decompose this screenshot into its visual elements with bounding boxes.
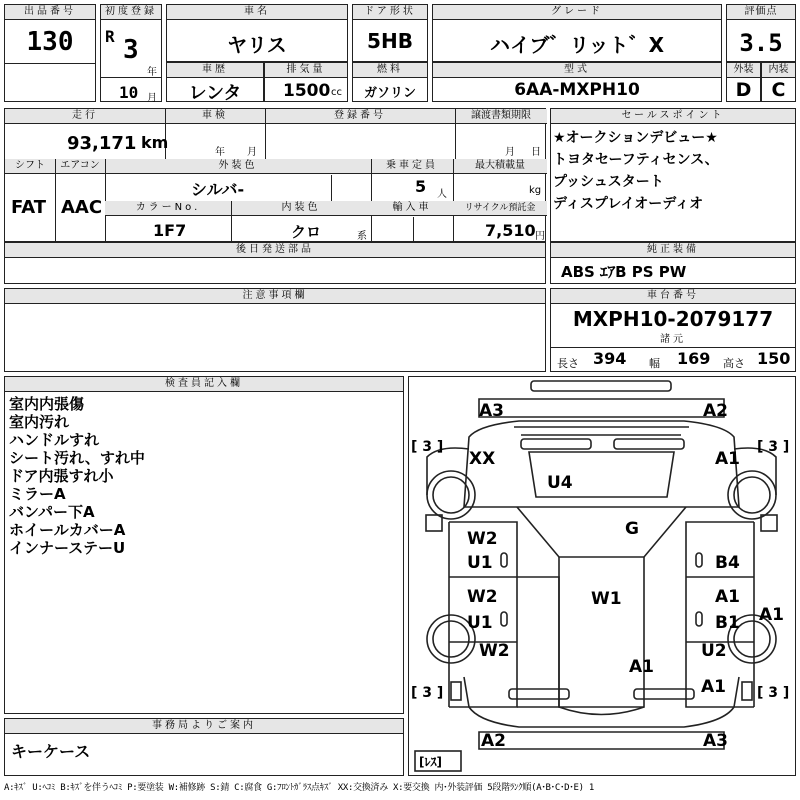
height-label: 高さ bbox=[723, 357, 745, 370]
mark-front-left: A3 bbox=[479, 401, 504, 421]
door-box bbox=[352, 4, 428, 62]
max-load-unit: kg bbox=[529, 185, 542, 196]
sales-points-header: セールスポイント bbox=[551, 109, 795, 124]
interior-grade: C bbox=[771, 79, 786, 101]
genuine-equipment-box bbox=[550, 242, 796, 284]
inspector-note: シート汚れ、すれ中 bbox=[9, 449, 145, 467]
mark-hood-right: A1 bbox=[715, 449, 740, 469]
genuine-equipment-header: 純正装備 bbox=[551, 243, 795, 258]
sales-point: トヨタセーフティセンス、 bbox=[553, 152, 719, 168]
grade: ハイブ゛リット゛X bbox=[489, 33, 665, 57]
model: 6AA-MXPH10 bbox=[514, 80, 640, 100]
capacity-header: 乗車定員 bbox=[371, 159, 453, 174]
inspector-note: 室内汚れ bbox=[9, 413, 70, 431]
later-parts-header: 後日発送部品 bbox=[5, 243, 545, 258]
width-label: 幅 bbox=[649, 357, 660, 370]
history-header: 車歴 bbox=[167, 63, 263, 78]
exterior-color: シルバ- bbox=[191, 180, 245, 199]
cc-unit: cc bbox=[331, 87, 342, 98]
reg-no-header: 登録番号 bbox=[265, 109, 455, 124]
recycle: 7,510 bbox=[485, 221, 536, 240]
mark-bumper-rear-left: A2 bbox=[481, 731, 506, 751]
inspector-note: 室内内張傷 bbox=[9, 395, 85, 413]
mark-hood: U4 bbox=[547, 473, 573, 493]
genuine-equipment: ABS ｴｱB PS PW bbox=[561, 263, 687, 281]
reg-month: 10 bbox=[119, 83, 139, 102]
mark-door-fl-1: W2 bbox=[467, 529, 498, 549]
score: 3.5 bbox=[739, 29, 783, 57]
inspector-box bbox=[4, 376, 404, 714]
office-header: 事務局よりご案内 bbox=[5, 719, 403, 734]
inspector-note: ホイールカバーA bbox=[9, 521, 126, 539]
era: R bbox=[105, 27, 115, 46]
inspector-note: ミラーA bbox=[9, 485, 66, 503]
exterior-color-header: 外装色 bbox=[105, 159, 371, 174]
width: 169 bbox=[677, 349, 711, 368]
aircon: AAC bbox=[61, 197, 103, 218]
door-type: 5HB bbox=[367, 29, 413, 53]
chassis-header: 車台番号 bbox=[551, 289, 795, 304]
mark-door-rr-2: B1 bbox=[715, 613, 740, 633]
km-unit: km bbox=[141, 133, 169, 152]
mark-door-fr: B4 bbox=[715, 553, 740, 573]
color-no-header: カラーNo. bbox=[105, 201, 231, 216]
mark-door-fl-2: U1 bbox=[467, 553, 493, 573]
fuel-box bbox=[352, 62, 428, 102]
inspection-header: 車検 bbox=[165, 109, 265, 124]
score-header: 評価点 bbox=[727, 5, 795, 20]
car-diagram bbox=[408, 376, 796, 776]
history: レンタ bbox=[188, 83, 242, 104]
displacement-header: 排気量 bbox=[265, 63, 347, 78]
inspection-month-unit: 月 bbox=[247, 147, 257, 158]
displacement: 1500 bbox=[283, 81, 331, 101]
mark-hood-left: XX bbox=[469, 449, 496, 469]
lot-number: 130 bbox=[26, 27, 74, 57]
year-unit: 年 bbox=[147, 67, 157, 78]
capacity-unit: 人 bbox=[437, 189, 447, 200]
car-outline bbox=[409, 377, 794, 774]
capacity: 5 bbox=[415, 177, 427, 196]
transfer-month-unit: 月 bbox=[505, 147, 515, 158]
exterior-grade: D bbox=[735, 79, 752, 101]
car-name-header: 車名 bbox=[167, 5, 347, 20]
specs-header: 諸元 bbox=[551, 333, 795, 348]
mark-roof: W1 bbox=[591, 589, 622, 609]
mark-tire-fl: [ 3 ] bbox=[411, 439, 444, 455]
history-box bbox=[166, 62, 264, 102]
mark-tire-rr: [ 3 ] bbox=[757, 685, 790, 701]
office-box bbox=[4, 718, 404, 776]
reg-year: 3 bbox=[123, 35, 139, 65]
mark-bumper-rear-right: A3 bbox=[703, 731, 728, 751]
mark-door-rl-1: W2 bbox=[467, 587, 498, 607]
mileage-header: 走行 bbox=[5, 109, 165, 124]
mark-tire-rl: [ 3 ] bbox=[411, 685, 444, 701]
inspector-note: ドア内張すれ小 bbox=[9, 467, 114, 485]
chassis-number: MXPH10-2079177 bbox=[572, 307, 774, 331]
inspector-note: ハンドルすれ bbox=[9, 431, 100, 449]
car-name-box bbox=[166, 4, 348, 62]
color-no: 1F7 bbox=[153, 221, 187, 240]
inspector-header: 検査員記入欄 bbox=[5, 377, 403, 392]
later-parts-box bbox=[4, 242, 546, 284]
mark-trunk: A1 bbox=[629, 657, 654, 677]
sales-point: ★オークションデビュー★ bbox=[553, 130, 718, 146]
info-block bbox=[4, 108, 546, 242]
mark-rear-left: W2 bbox=[479, 641, 510, 661]
mark-rear-right: U2 bbox=[701, 641, 727, 661]
max-load-header: 最大積載量 bbox=[453, 159, 547, 174]
grade-header: グレード bbox=[433, 5, 721, 20]
caution-header: 注意事項欄 bbox=[5, 289, 545, 304]
mark-door-rr-1: A1 bbox=[715, 587, 740, 607]
sales-point: プッシュスタート bbox=[553, 174, 664, 190]
lot-header: 出品番号 bbox=[5, 5, 95, 20]
interior-grade-header: 内装 bbox=[762, 63, 795, 78]
interior-color-unit: 系 bbox=[357, 231, 367, 242]
sales-point: ディスプレイオーディオ bbox=[553, 196, 704, 212]
shift: FAT bbox=[11, 197, 47, 218]
first-reg-box bbox=[100, 4, 162, 102]
grade-box bbox=[432, 4, 722, 62]
interior-color: クロ bbox=[291, 223, 322, 241]
transfer-header: 譲渡書類期限 bbox=[455, 109, 547, 124]
mark-front-right: A2 bbox=[703, 401, 728, 421]
mark-door-rl-2: U1 bbox=[467, 613, 493, 633]
office-note: キーケース bbox=[11, 742, 91, 761]
chassis-box bbox=[550, 288, 796, 372]
inspector-note: インナーステーU bbox=[9, 539, 126, 557]
shift-header: シフト bbox=[5, 159, 55, 174]
model-box bbox=[432, 62, 722, 102]
mark-tire-fr: [ 3 ] bbox=[757, 439, 790, 455]
interior-color-header: 内装色 bbox=[231, 201, 371, 216]
aircon-header: エアコン bbox=[55, 159, 105, 174]
first-reg-header: 初度登録 bbox=[101, 5, 161, 20]
import-header: 輸入車 bbox=[371, 201, 453, 216]
mark-side-right: A1 bbox=[759, 605, 784, 625]
displacement-box bbox=[264, 62, 348, 102]
length: 394 bbox=[593, 349, 627, 368]
transfer-day-unit: 日 bbox=[531, 147, 541, 158]
lot-box bbox=[4, 4, 96, 102]
model-header: 型式 bbox=[433, 63, 721, 78]
door-header: ドア形状 bbox=[353, 5, 427, 20]
recycle-header: リサイクル預託金 bbox=[453, 201, 547, 216]
length-label: 長さ bbox=[557, 357, 579, 370]
inspection-year-unit: 年 bbox=[215, 147, 225, 158]
inspector-note: バンパー下A bbox=[9, 503, 95, 521]
exterior-grade-header: 外装 bbox=[727, 63, 760, 78]
height: 150 bbox=[757, 349, 791, 368]
fuel-header: 燃料 bbox=[353, 63, 427, 78]
mileage: 93,171 bbox=[67, 133, 137, 154]
sales-points-box bbox=[550, 108, 796, 242]
mark-rear-corner-right: A1 bbox=[701, 677, 726, 697]
score-box bbox=[726, 4, 796, 62]
recycle-unit: 円 bbox=[535, 231, 545, 242]
mark-roof-front: G bbox=[625, 519, 639, 539]
caution-box bbox=[4, 288, 546, 372]
interior-grade-box bbox=[761, 62, 796, 102]
mark-spare: [ﾚｽ] bbox=[419, 755, 442, 769]
fuel: ガソリン bbox=[363, 86, 416, 101]
car-name: ヤリス bbox=[227, 33, 287, 57]
exterior-grade-box bbox=[726, 62, 761, 102]
month-unit: 月 bbox=[147, 93, 157, 104]
legend: A:ｷｽﾞ U:ﾍｺﾐ B:ｷｽﾞを伴うﾍｺﾐ P:要塗装 W:補修跡 S:錆 C:腐食 G:ﾌﾛﾝﾄｶﾞﾗｽ点ｷｽﾞ XX:交換済み X:要交換 内･外装評価 5段階ﾗﾝｸ順(A･B･C･D･E) 1 bbox=[4, 783, 594, 793]
